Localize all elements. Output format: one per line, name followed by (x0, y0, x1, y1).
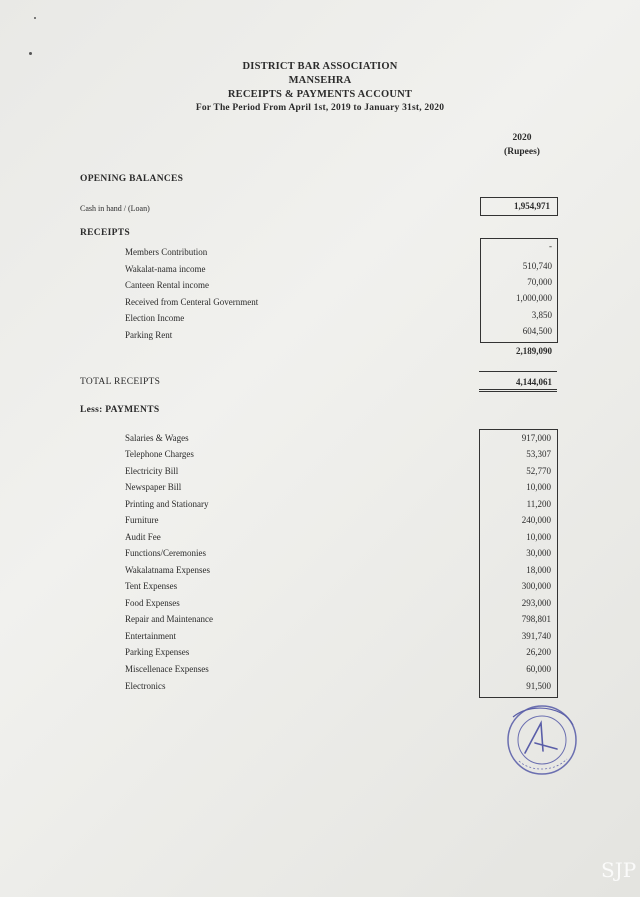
receipt-label: Received from Centeral Government (125, 297, 259, 307)
payment-label: Food Expenses (125, 598, 180, 608)
receipt-value: 3,850 (531, 310, 552, 320)
statement-period: For The Period From April 1st, 2019 to January 31st, 2020 (195, 103, 445, 113)
payment-label: Functions/Ceremonies (125, 548, 206, 558)
payment-value: 300,000 (521, 581, 551, 591)
receipt-label: Canteen Rental income (125, 280, 209, 290)
payment-value: 391,740 (521, 631, 551, 641)
receipt-label: Parking Rent (125, 330, 173, 340)
payment-label: Audit Fee (125, 532, 161, 542)
total-rule-bottom-2 (479, 391, 557, 392)
opening-balance-label: Cash in hand / (Loan) (80, 204, 150, 213)
payment-label: Electricity Bill (125, 466, 179, 476)
org-location: MANSEHRA (288, 75, 352, 86)
payment-label: Parking Expenses (125, 647, 190, 657)
total-receipts-value: 4,144,061 (516, 377, 552, 387)
total-rule-top (479, 371, 557, 372)
receipt-value: 1,000,000 (516, 293, 552, 303)
scan-speck (29, 52, 32, 55)
payment-label: Furniture (125, 515, 159, 525)
statement-title: RECEIPTS & PAYMENTS ACCOUNT (227, 89, 413, 100)
auditor-stamp (505, 703, 579, 777)
receipt-label: Election Income (125, 313, 185, 323)
payments-heading: Less: PAYMENTS (80, 405, 160, 415)
payment-label: Miscellenace Expenses (125, 664, 209, 674)
stamp-seal-icon (505, 703, 579, 777)
payment-value: 293,000 (521, 598, 551, 608)
payment-value: 10,000 (526, 482, 551, 492)
payment-label: Entertainment (125, 631, 176, 641)
payment-value: 240,000 (521, 515, 551, 525)
receipt-value: 70,000 (527, 277, 552, 287)
payment-label: Salaries & Wages (125, 433, 189, 443)
payment-value: 798,801 (521, 614, 551, 624)
payment-value: 26,200 (526, 647, 551, 657)
payment-value: 30,000 (526, 548, 551, 558)
scan-speck (34, 17, 36, 19)
payment-value: 917,000 (521, 433, 551, 443)
payment-label: Repair and Maintenance (125, 614, 213, 624)
payment-value: 10,000 (526, 532, 551, 542)
payment-label: Tent Expenses (125, 581, 178, 591)
payment-label: Telephone Charges (125, 449, 194, 459)
receipts-heading: RECEIPTS (80, 228, 130, 238)
receipts-subtotal: 2,189,090 (516, 346, 552, 356)
payment-label: Newspaper Bill (125, 482, 182, 492)
payment-value: 53,307 (526, 449, 551, 459)
payment-value: 11,200 (526, 499, 551, 509)
receipt-value: 510,740 (522, 261, 552, 271)
payment-value: 60,000 (526, 664, 551, 674)
org-name: DISTRICT BAR ASSOCIATION (242, 61, 398, 72)
payment-value: 52,770 (526, 466, 551, 476)
total-rule-bottom-1 (479, 389, 557, 390)
payment-label: Electronics (125, 681, 166, 691)
payment-value: 91,500 (526, 681, 551, 691)
receipt-label: Members Contribution (125, 247, 208, 257)
column-year: 2020 (512, 133, 532, 143)
payment-label: Wakalatnama Expenses (125, 565, 210, 575)
payment-value: 18,000 (526, 565, 551, 575)
payment-label: Printing and Stationary (125, 499, 209, 509)
receipt-value: - (549, 241, 552, 251)
watermark-logo: SJP (601, 858, 637, 882)
column-unit: (Rupees) (504, 147, 540, 157)
opening-balances-heading: OPENING BALANCES (80, 174, 184, 184)
total-receipts-label: TOTAL RECEIPTS (80, 377, 161, 387)
receipt-value: 604,500 (522, 326, 552, 336)
opening-balance-value: 1,954,971 (514, 201, 550, 211)
receipt-label: Wakalat-nama income (125, 264, 206, 274)
